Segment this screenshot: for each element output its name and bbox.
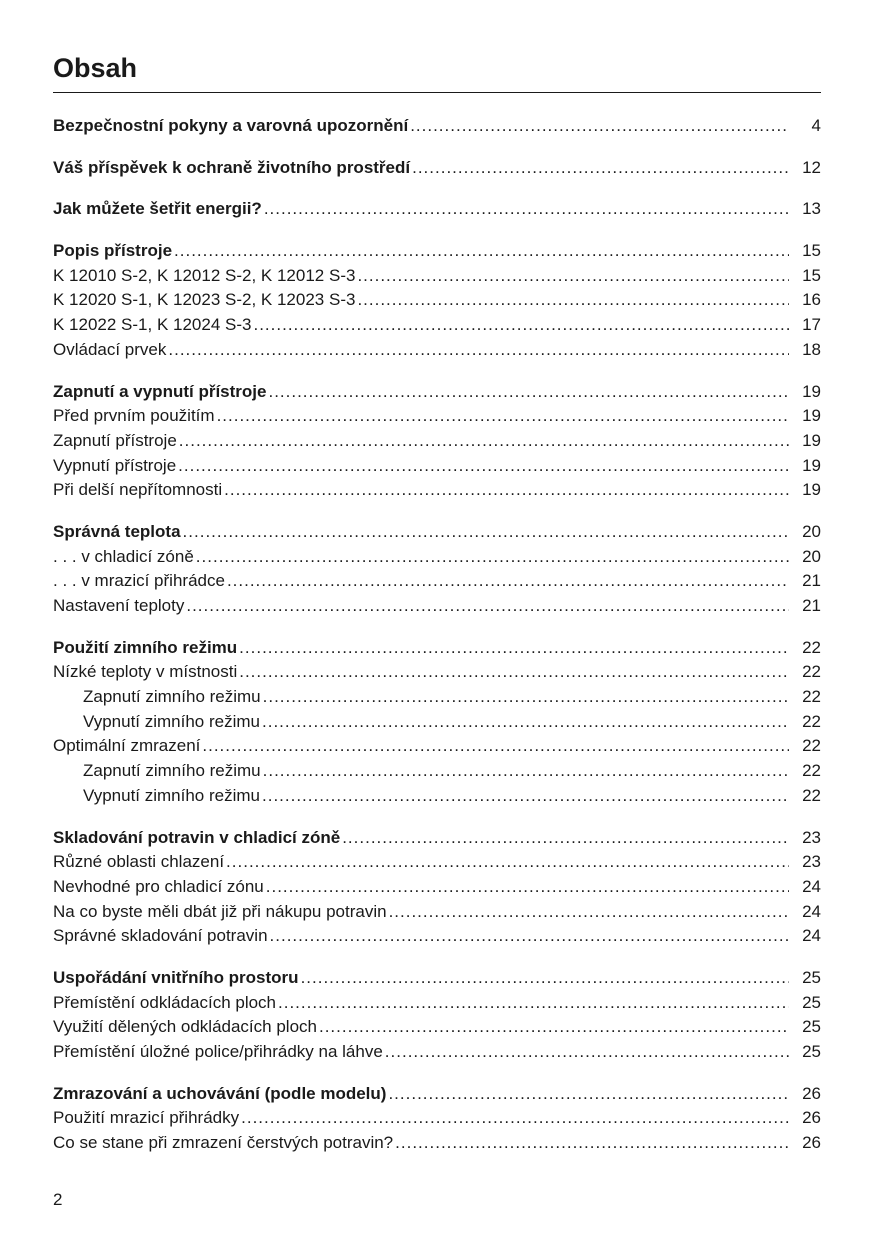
toc-dot-leader — [385, 1040, 789, 1065]
toc-entry-title: K 12010 S-2, K 12012 S-2, K 12012 S-3 — [53, 265, 356, 285]
toc-entry-page: 13 — [802, 199, 821, 219]
toc-dot-leader — [226, 850, 789, 875]
toc-entry-title: Nízké teploty v místnosti — [53, 662, 238, 682]
toc-dot-leader — [179, 429, 789, 454]
toc-entry[interactable] — [53, 924, 821, 949]
toc-section — [53, 966, 821, 1065]
toc-entry-title: Vypnutí zimního režimu — [83, 711, 260, 731]
toc-entry[interactable] — [53, 685, 821, 710]
toc-dot-leader — [357, 288, 789, 313]
toc-entry[interactable] — [53, 404, 821, 429]
toc-entry[interactable] — [53, 288, 821, 313]
toc-dot-leader — [395, 1131, 789, 1156]
toc-entry-title: Zapnutí zimního režimu — [83, 761, 261, 781]
toc-entry-page: 26 — [802, 1108, 821, 1128]
toc-entry-page: 25 — [802, 992, 821, 1012]
toc-section — [53, 1082, 821, 1156]
toc-dot-leader — [227, 569, 789, 594]
toc-entry-title: Zmrazování a uchovávání (podle modelu) — [53, 1083, 387, 1103]
toc-entry-title: Nevhodné pro chladicí zónu — [53, 876, 264, 896]
toc-entry-title: K 12020 S-1, K 12023 S-2, K 12023 S-3 — [53, 290, 356, 310]
toc-entry-page: 12 — [802, 157, 821, 177]
toc-dot-leader — [217, 404, 789, 429]
table-of-contents — [53, 114, 821, 1173]
toc-entry-page: 19 — [802, 381, 821, 401]
toc-heading-entry[interactable] — [53, 197, 821, 222]
toc-section — [53, 156, 821, 181]
toc-section — [53, 239, 821, 362]
toc-entry-page: 20 — [802, 521, 821, 541]
toc-section — [53, 826, 821, 949]
toc-dot-leader — [301, 966, 789, 991]
toc-entry-page: 19 — [802, 430, 821, 450]
toc-entry-page: 19 — [802, 406, 821, 426]
toc-entry[interactable] — [53, 1015, 821, 1040]
page-number: 2 — [53, 1190, 63, 1209]
toc-entry-title: . . . v mrazicí přihrádce — [53, 571, 225, 591]
page-title: Obsah — [53, 53, 138, 83]
toc-dot-leader — [263, 685, 789, 710]
toc-entry-title: Uspořádání vnitřního prostoru — [53, 967, 299, 987]
toc-entry[interactable] — [53, 734, 821, 759]
toc-entry[interactable] — [53, 338, 821, 363]
toc-entry[interactable] — [53, 710, 821, 735]
toc-dot-leader — [224, 478, 789, 503]
toc-entry[interactable] — [53, 429, 821, 454]
toc-entry-page: 15 — [802, 265, 821, 285]
toc-entry-title: Při delší nepřítomnosti — [53, 480, 223, 500]
toc-entry-title: K 12022 S-1, K 12024 S-3 — [53, 315, 252, 335]
toc-entry-page: 19 — [802, 480, 821, 500]
toc-dot-leader — [178, 454, 789, 479]
toc-entry[interactable] — [53, 850, 821, 875]
toc-heading-entry[interactable] — [53, 520, 821, 545]
toc-entry-title: Popis přístroje — [53, 241, 173, 261]
toc-entry-page: 19 — [802, 455, 821, 475]
toc-dot-leader — [174, 239, 789, 264]
toc-entry[interactable] — [53, 1040, 821, 1065]
toc-entry[interactable] — [53, 478, 821, 503]
toc-entry-title: Na co byste měli dbát již při nákupu potravin — [53, 901, 387, 921]
toc-heading-entry[interactable] — [53, 156, 821, 181]
toc-entry-page: 22 — [802, 736, 821, 756]
toc-entry[interactable] — [53, 875, 821, 900]
toc-entry-page: 22 — [802, 711, 821, 731]
toc-dot-leader — [357, 264, 789, 289]
toc-dot-leader — [262, 710, 789, 735]
toc-entry-page: 16 — [802, 290, 821, 310]
toc-dot-leader — [183, 520, 789, 545]
toc-entry-page: 22 — [802, 785, 821, 805]
toc-entry[interactable] — [53, 594, 821, 619]
toc-entry-page: 22 — [802, 637, 821, 657]
toc-section — [53, 197, 821, 222]
toc-entry-title: Zapnutí přístroje — [53, 430, 177, 450]
toc-section — [53, 636, 821, 809]
toc-entry[interactable] — [53, 545, 821, 570]
toc-entry-page: 24 — [802, 926, 821, 946]
toc-entry-page: 26 — [802, 1083, 821, 1103]
toc-entry[interactable] — [53, 991, 821, 1016]
toc-dot-leader — [342, 826, 789, 851]
toc-dot-leader — [168, 338, 789, 363]
toc-entry-page: 25 — [802, 1042, 821, 1061]
toc-dot-leader — [241, 1106, 789, 1131]
toc-dot-leader — [270, 924, 789, 949]
toc-dot-leader — [389, 900, 789, 925]
toc-entry-page: 22 — [802, 761, 821, 781]
toc-entry-title: Vypnutí zimního režimu — [83, 785, 260, 805]
toc-entry-page: 23 — [802, 852, 821, 872]
toc-entry-page: 24 — [802, 901, 821, 921]
toc-entry-page: 22 — [802, 662, 821, 682]
toc-section — [53, 114, 821, 139]
toc-entry-page: 15 — [802, 241, 821, 261]
toc-dot-leader — [263, 759, 789, 784]
toc-entry-title: Správná teplota — [53, 521, 181, 541]
toc-entry-page: 26 — [802, 1133, 821, 1153]
toc-entry-page: 25 — [802, 1017, 821, 1037]
toc-entry-title: Nastavení teploty — [53, 596, 185, 615]
toc-dot-leader — [239, 636, 789, 661]
toc-entry-page: 21 — [802, 571, 821, 591]
toc-entry[interactable] — [53, 660, 821, 685]
toc-entry-page: 20 — [802, 546, 821, 566]
toc-entry-title: Použití mrazicí přihrádky — [53, 1108, 240, 1128]
toc-dot-leader — [266, 875, 789, 900]
toc-entry-title: Přemístění úložné police/přihrádky na láhve — [53, 1042, 383, 1061]
toc-dot-leader — [186, 594, 789, 619]
toc-entry-title: . . . v chladicí zóně — [53, 546, 194, 566]
toc-entry-title: Co se stane při zmrazení čerstvých potravin? — [53, 1133, 394, 1153]
toc-entry-page: 22 — [802, 687, 821, 707]
toc-entry-title: Zapnutí a vypnutí přístroje — [53, 381, 267, 401]
toc-heading-entry[interactable] — [53, 636, 821, 661]
toc-entry-title: Zapnutí zimního režimu — [83, 687, 261, 707]
toc-entry[interactable] — [53, 313, 821, 338]
toc-entry-page: 23 — [802, 827, 821, 847]
toc-entry-title: Ovládací prvek — [53, 339, 167, 359]
toc-entry[interactable] — [53, 1131, 821, 1156]
toc-entry-title: Skladování potravin v chladicí zóně — [53, 827, 341, 847]
toc-entry-page: 21 — [802, 596, 821, 615]
toc-entry-page: 17 — [802, 315, 821, 335]
toc-dot-leader — [268, 380, 789, 405]
toc-entry-title: Různé oblasti chlazení — [53, 852, 225, 872]
toc-entry[interactable] — [53, 454, 821, 479]
toc-dot-leader — [253, 313, 789, 338]
toc-entry-page: 25 — [802, 967, 821, 987]
toc-entry[interactable] — [53, 900, 821, 925]
toc-entry-title: Použití zimního režimu — [53, 637, 238, 657]
toc-dot-leader — [412, 156, 789, 181]
toc-dot-leader — [319, 1015, 789, 1040]
toc-entry-title: Optimální zmrazení — [53, 736, 201, 756]
title-divider — [53, 92, 821, 93]
toc-entry-title: Váš příspěvek k ochraně životního prostředí — [53, 157, 411, 177]
toc-dot-leader — [262, 784, 789, 809]
toc-entry[interactable] — [53, 569, 821, 594]
toc-entry-page: 18 — [802, 339, 821, 359]
toc-entry-page: 4 — [811, 116, 821, 135]
toc-heading-entry[interactable] — [53, 1082, 821, 1107]
toc-entry-title: Bezpečnostní pokyny a varovná upozornění — [53, 116, 409, 135]
toc-section — [53, 380, 821, 503]
toc-dot-leader — [264, 197, 789, 222]
toc-section — [53, 520, 821, 619]
toc-dot-leader — [278, 991, 789, 1016]
toc-entry-title: Jak můžete šetřit energii? — [53, 199, 262, 219]
toc-entry-page: 24 — [802, 876, 821, 896]
toc-entry[interactable] — [53, 759, 821, 784]
toc-dot-leader — [202, 734, 789, 759]
toc-heading-entry[interactable] — [53, 380, 821, 405]
toc-entry-title: Vypnutí přístroje — [53, 455, 177, 475]
toc-heading-entry[interactable] — [53, 826, 821, 851]
toc-heading-entry[interactable] — [53, 239, 821, 264]
toc-dot-leader — [388, 1082, 789, 1107]
toc-heading-entry[interactable] — [53, 114, 821, 139]
toc-entry[interactable] — [53, 264, 821, 289]
toc-entry[interactable] — [53, 1106, 821, 1131]
toc-entry-title: Před prvním použitím — [53, 406, 215, 426]
toc-heading-entry[interactable] — [53, 966, 821, 991]
toc-dot-leader — [239, 660, 789, 685]
toc-dot-leader — [196, 545, 789, 570]
toc-entry-title: Správné skladování potravin — [53, 926, 268, 946]
toc-entry[interactable] — [53, 784, 821, 809]
toc-entry-title: Přemístění odkládacích ploch — [53, 992, 277, 1012]
toc-entry-title: Využití dělených odkládacích ploch — [53, 1017, 317, 1037]
toc-dot-leader — [410, 114, 789, 139]
